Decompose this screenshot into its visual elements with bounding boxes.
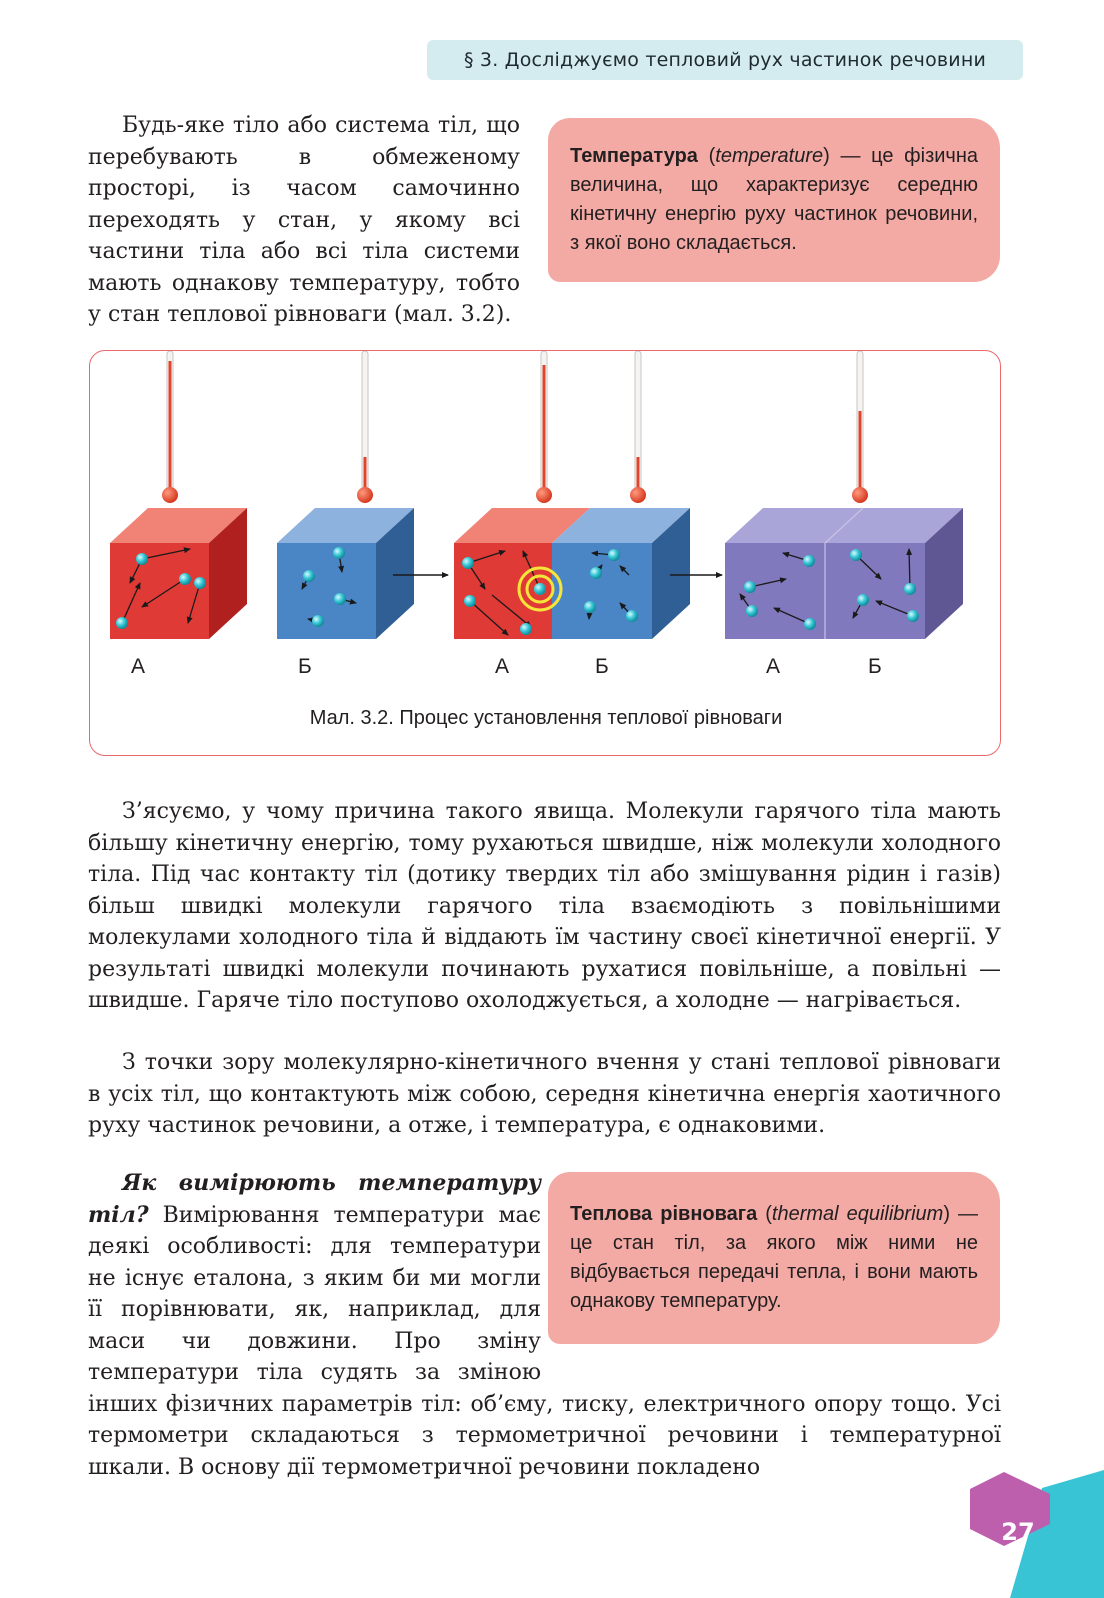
definition-equilibrium-box: Теплова рівновага (thermal equilibrium) — це стан тіл, за якого між ними не відбувається передачі тепла, і вони мають однакову температуру.: [548, 1172, 1000, 1344]
figure-illustration: [90, 351, 1002, 757]
section-title: § 3. Досліджуємо тепловий рух частинок речовини: [463, 49, 987, 71]
label-a-3: А: [766, 655, 781, 678]
thermometer-equilibrium: [852, 351, 868, 503]
figure-thermal-equilibrium: [89, 350, 1001, 756]
float-spacer: [541, 1168, 1001, 1388]
paragraph-2: З’ясуємо, у чому причина такого явища. Молекули гарячого тіла мають більшу кінетичну енергію, тому рухаються швидше, ніж молекули холодного тіла. Під час контакту тіл (дотику твердих тіл або змішування рідин і газів) більш швидкі молекули гарячого тіла взаємодіють з повільнішими молекулами холодного тіла й віддають їм частину своєї кінетичної енергії. У результаті швидкі молекули починають рухатися повільніше, а повільні — швидше. Гаряче тіло поступово охолоджується, а холодне — нагрівається.: [88, 799, 1001, 1013]
definition-text: — це фізична величина, що характеризує середню кінетичну енергію руху частинок речовини, з якої воно складається.: [570, 145, 978, 254]
thermometer-cold: [357, 351, 373, 503]
page-number: 27: [1001, 1518, 1035, 1546]
thermometer-hot: [162, 351, 178, 503]
cube-pair-contact: [454, 508, 690, 639]
label-a-2: А: [495, 655, 510, 678]
thermometer-contact-cold: [630, 351, 646, 503]
definition-term: Температура: [570, 145, 698, 167]
paragraph-4-text: Вимірювання температури має деякі особливості: для температури не існує еталона, з яким би ми могли її порівнювати, як, наприклад, для маси чи довжини. Про зміну температури тіла судять за зміною інших фізичних параметрів тіл: об’єму, тиску, електричного опору тощо. Усі термометри складаються з термометричної речовини і температурної шкали. В основу дії термометричної речовини покладено: [88, 1202, 1001, 1480]
section-header: [427, 40, 1023, 80]
figure-caption: Мал. 3.2. Процес установлення теплової рівноваги: [309, 707, 783, 729]
definition-english: thermal equilibrium: [771, 1203, 944, 1225]
definition-english: temperature: [715, 145, 824, 167]
definition-temperature-box: Температура (temperature) — це фізична величина, що характеризує середню кінетичну енергію руху частинок речовини, з якої воно складається.: [548, 118, 1000, 282]
label-a-1: А: [131, 655, 146, 678]
paragraph-4: [88, 1168, 1001, 1483]
paragraph-3: З точки зору молекулярно-кінетичного вчення у стані теплової рівноваги в усіх тіл, що контактують між собою, середня кінетична енергія хаотичного руху частинок речовини, а отже, і температура, є однаковими.: [88, 1050, 1001, 1138]
thermometer-contact-hot: [536, 351, 552, 503]
paragraph-4-lead: Як вимірюють температуру тіл?: [88, 1170, 541, 1228]
definition-text: — це стан тіл, за якого між ними не відбувається передачі тепла, і вони мають однакову температуру.: [570, 1203, 978, 1312]
definition-term: Теплова рівновага: [570, 1203, 758, 1225]
cube-b-cold: [277, 508, 414, 639]
label-b-3: Б: [868, 655, 882, 678]
label-b-1: Б: [298, 655, 312, 678]
intro-paragraph: Будь-яке тіло або система тіл, що перебувають в обмеженому просторі, із часом самочинно переходять у стан, у якому всі частини тіла або всі тіла системи мають однакову температуру, тобто у стан теплової рівноваги (мал. 3.2).: [88, 113, 520, 327]
cube-pair-equilibrium: [725, 508, 963, 639]
cube-a-hot: [110, 508, 247, 639]
label-b-2: Б: [595, 655, 609, 678]
